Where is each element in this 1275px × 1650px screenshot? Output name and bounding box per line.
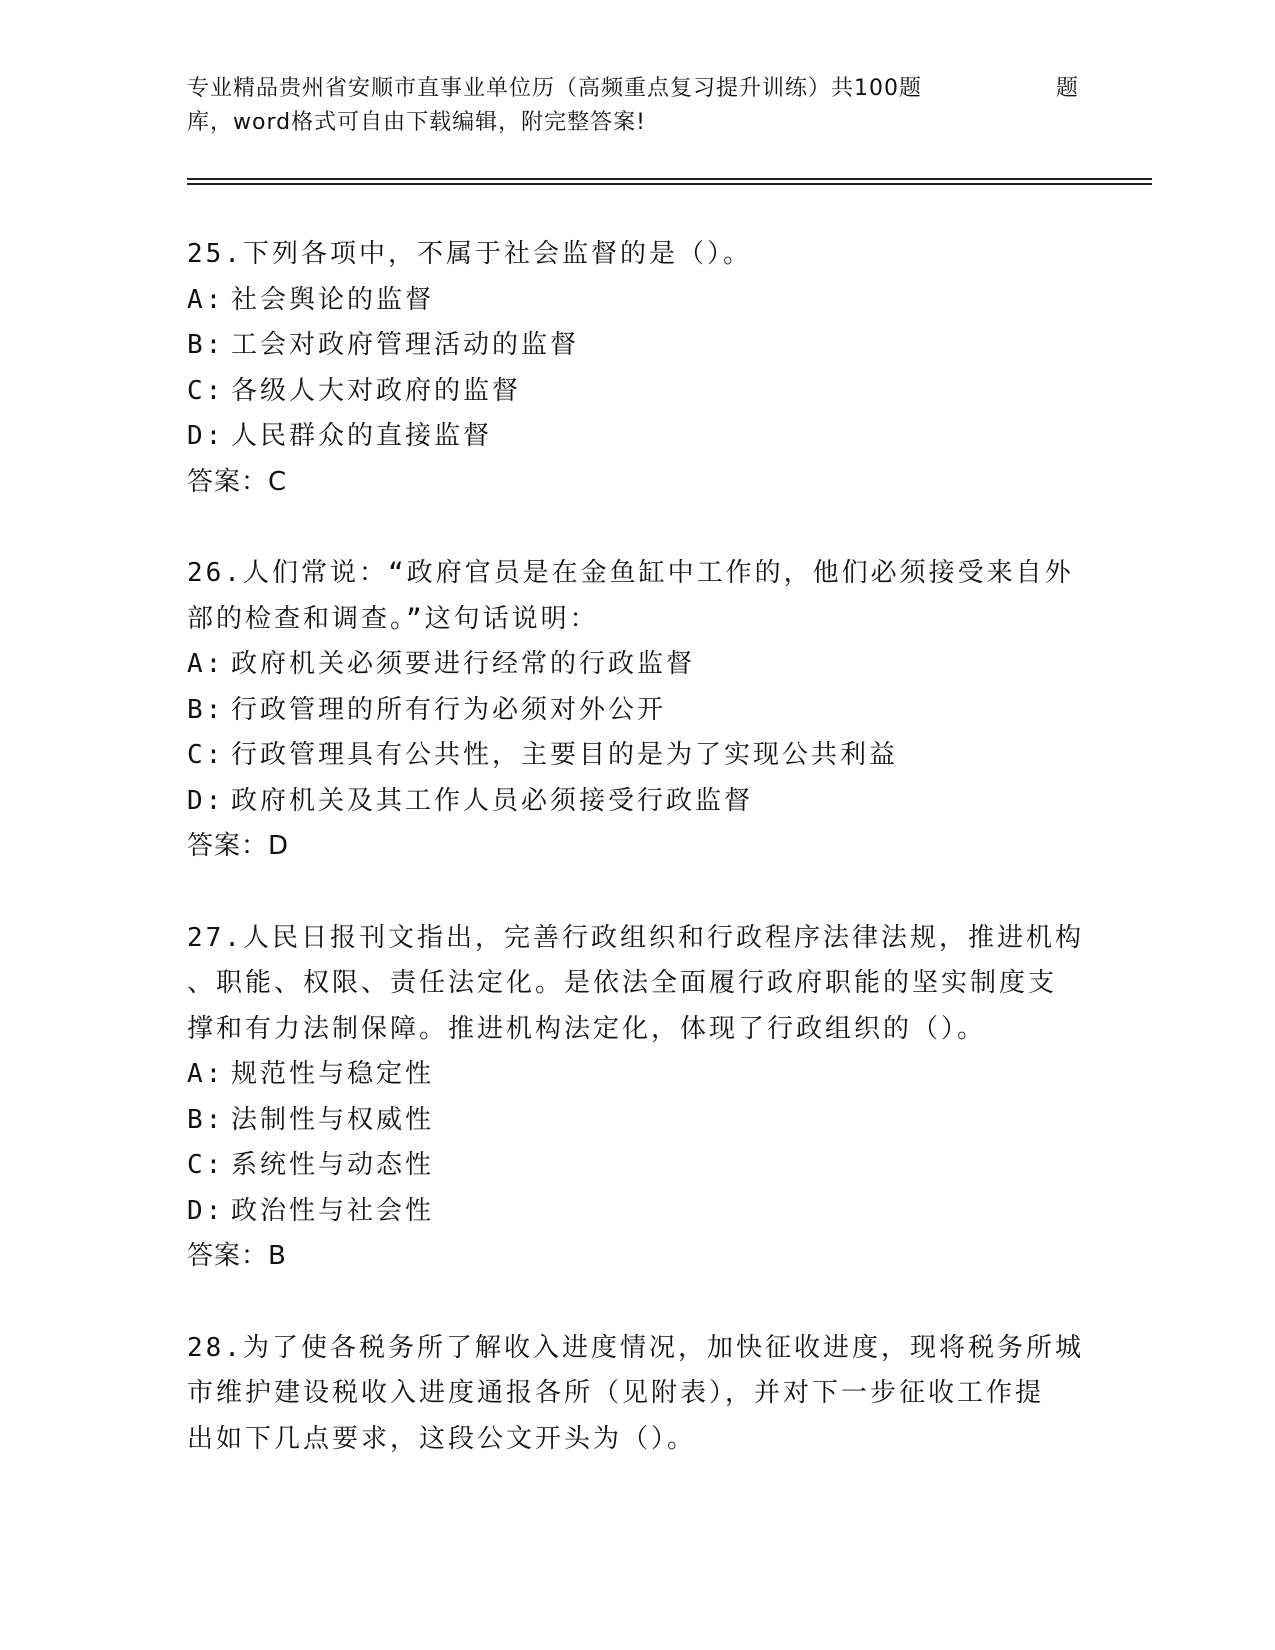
header-title-line-1 (187, 72, 1087, 106)
option-text: 各级人大对政府的监督 (231, 375, 522, 406)
header-divider-top (187, 178, 1152, 180)
option-c (187, 733, 1087, 779)
header-divider-bottom (187, 183, 1152, 185)
option-d (187, 1189, 1087, 1235)
question-text-line: 26.人们常说：“政府官员是在金鱼缸中工作的，他们必须接受来自外 (187, 558, 1074, 588)
option-letter: B: (187, 1104, 225, 1135)
question-text-line: 27.人民日报刊文指出，完善行政组织和行政程序法律法规，推进机构 (187, 922, 1084, 953)
option-b (187, 688, 1087, 734)
option-letter: B: (187, 694, 225, 725)
question-text-line: 28.为了使各税务所了解收入进度情况，加快征收进度，现将税务所城 (187, 1332, 1084, 1363)
option-letter: C: (187, 375, 225, 406)
option-text: 人民群众的直接监督 (231, 421, 493, 451)
option-text: 政府机关及其工作人员必须接受行政监督 (231, 785, 754, 816)
option-letter: B: (187, 330, 225, 360)
question-27 (187, 916, 1087, 1280)
option-c (187, 1143, 1087, 1189)
option-text: 行政管理具有公共性，主要目的是为了实现公共利益 (231, 740, 899, 770)
option-letter: D: (187, 1195, 225, 1226)
option-letter: A: (187, 1059, 225, 1089)
answer-line: 答案：B (187, 1241, 287, 1271)
option-text: 政治性与社会性 (231, 1195, 435, 1226)
option-text: 政府机关必须要进行经常的行政监督 (231, 649, 696, 679)
option-c (187, 369, 1087, 415)
option-letter: C: (187, 740, 225, 770)
option-text: 法制性与权威性 (231, 1104, 435, 1135)
question-28 (187, 1326, 1087, 1463)
option-a (187, 1052, 1087, 1098)
option-text: 系统性与动态性 (231, 1150, 435, 1180)
question-25 (187, 232, 1087, 505)
option-letter: C: (187, 1150, 225, 1180)
header-title-tail: 题 (1056, 76, 1080, 101)
option-a (187, 278, 1087, 324)
header-title-line-2: 库，word格式可自由下载编辑，附完整答案! (187, 110, 646, 135)
question-list (187, 232, 1087, 1508)
question-text-line: 出如下几点要求，这段公文开头为（）。 (187, 1423, 697, 1454)
option-letter: A: (187, 284, 225, 315)
option-letter: A: (187, 649, 225, 679)
document-header (187, 72, 1087, 140)
option-d (187, 414, 1087, 460)
option-text: 规范性与稳定性 (231, 1059, 435, 1089)
header-title-text: 专业精品贵州省安顺市直事业单位历（高频重点复习提升训练）共100题 (187, 76, 922, 101)
option-text: 社会舆论的监督 (231, 284, 435, 315)
option-b (187, 323, 1087, 369)
question-text-line: 撑和有力法制保障。推进机构法定化，体现了行政组织的（）。 (187, 1013, 987, 1044)
answer-line: 答案：C (187, 466, 288, 497)
option-text: 行政管理的所有行为必须对外公开 (231, 694, 667, 725)
option-text: 工会对政府管理活动的监督 (231, 330, 580, 360)
option-b (187, 1098, 1087, 1144)
question-26 (187, 551, 1087, 870)
answer-line: 答案：D (187, 831, 290, 861)
option-d (187, 779, 1087, 825)
question-text-line: 、职能、权限、责任法定化。是依法全面履行政府职能的坚实制度支 (187, 968, 1058, 998)
question-text-line: 部的检查和调查。”这句话说明： (187, 603, 599, 634)
option-a (187, 642, 1087, 688)
option-letter: D: (187, 785, 225, 816)
option-letter: D: (187, 421, 225, 451)
question-text-line: 25.下列各项中，不属于社会监督的是（）。 (187, 239, 752, 269)
question-text-line: 市维护建设税收入进度通报各所（见附表），并对下一步征收工作提 (187, 1378, 1045, 1408)
